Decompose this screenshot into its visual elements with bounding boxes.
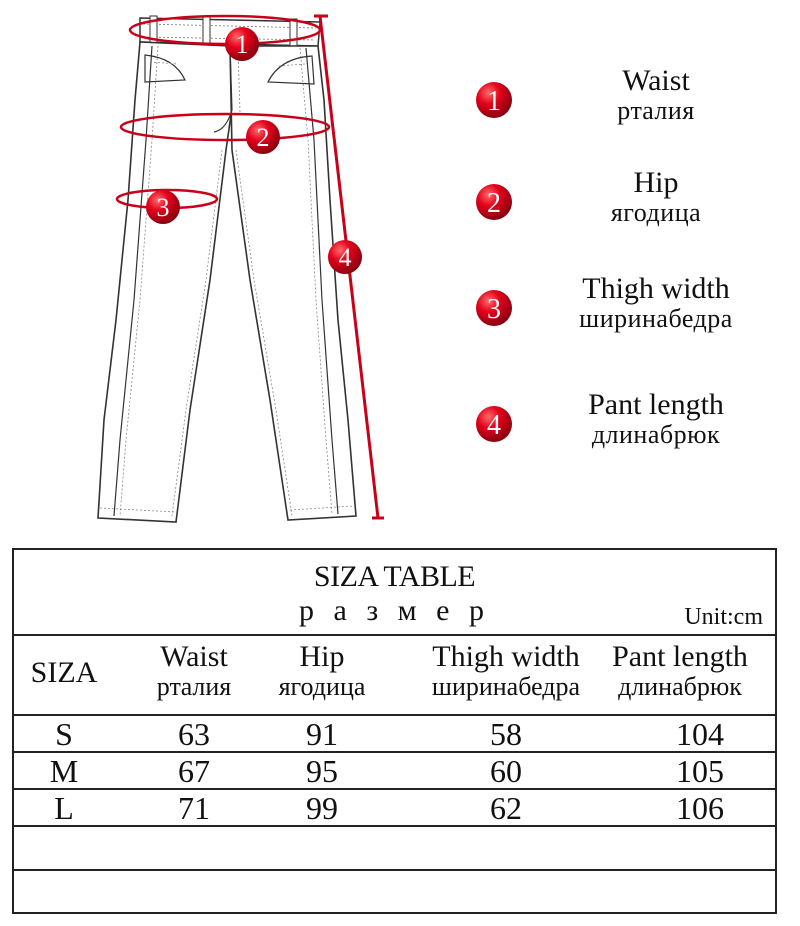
legend-item-thigh-width <box>466 274 796 344</box>
legend-label-ru: ягодица <box>610 198 702 227</box>
svg-text:4: 4 <box>487 410 501 441</box>
table-empty-row <box>14 871 775 912</box>
header-thigh-width: Thigh width ширинабедра <box>431 640 581 701</box>
unit-label: Unit:cm <box>684 604 763 630</box>
cell-size: L <box>54 790 74 826</box>
legend-label-ru: ширинабедра <box>579 304 733 333</box>
cell-waist: 67 <box>178 753 210 789</box>
svg-text:1: 1 <box>487 86 501 117</box>
cell-pant-length: 106 <box>676 790 724 826</box>
cell-thigh-width: 62 <box>490 790 522 826</box>
legend-item-pant-length <box>466 390 796 460</box>
header-waist: Waist ртaлия <box>156 640 232 701</box>
diagram-marker-3 <box>146 190 180 224</box>
svg-text:3: 3 <box>156 193 170 222</box>
table-row <box>14 716 775 753</box>
svg-text:2: 2 <box>256 123 270 152</box>
svg-text:2: 2 <box>487 188 501 219</box>
legend-item-hip <box>466 168 796 238</box>
table-row <box>14 753 775 790</box>
cell-waist: 71 <box>178 790 210 826</box>
cell-pant-length: 105 <box>676 753 724 789</box>
legend-label-en: Pant length <box>588 388 724 421</box>
cell-size: M <box>49 753 79 789</box>
svg-text:3: 3 <box>487 294 501 325</box>
legend-label-ru: ртaлия <box>617 96 695 125</box>
pants-diagram <box>0 0 420 540</box>
header-pant-length: Pant length длинабрюк <box>612 640 748 701</box>
diagram-marker-1 <box>225 27 259 61</box>
diagram-marker-4 <box>328 240 362 274</box>
header-size: SIZA <box>30 656 98 689</box>
svg-text:1: 1 <box>235 30 249 59</box>
cell-hip: 99 <box>306 790 338 826</box>
table-title-bar <box>14 550 775 636</box>
table-header-row <box>14 636 775 716</box>
svg-text:4: 4 <box>338 243 352 272</box>
legend-marker-3 <box>474 288 514 328</box>
table-title: SIZA TABLE <box>313 560 476 593</box>
cell-thigh-width: 60 <box>490 753 522 789</box>
legend-label-en: Thigh width <box>582 272 730 305</box>
legend-label-en: Hip <box>633 166 679 199</box>
cell-hip: 91 <box>306 716 338 752</box>
legend-item-waist <box>466 66 796 136</box>
table-title-ru: р а з м е р <box>299 594 490 627</box>
legend-marker-1 <box>474 80 514 120</box>
cell-thigh-width: 58 <box>490 716 522 752</box>
measurement-legend <box>466 0 800 540</box>
cell-waist: 63 <box>178 716 210 752</box>
legend-label-en: Waist <box>622 64 690 97</box>
cell-size: S <box>55 716 73 752</box>
table-row <box>14 790 775 827</box>
size-table <box>12 548 777 914</box>
legend-marker-4 <box>474 404 514 444</box>
cell-pant-length: 104 <box>676 716 724 752</box>
table-empty-row <box>14 827 775 871</box>
pants-illustration <box>0 0 420 540</box>
header-hip: Hip ягодица <box>278 640 366 701</box>
cell-hip: 95 <box>306 753 338 789</box>
diagram-marker-2 <box>246 120 280 154</box>
legend-marker-2 <box>474 182 514 222</box>
legend-label-ru: длинабрюк <box>591 420 721 449</box>
